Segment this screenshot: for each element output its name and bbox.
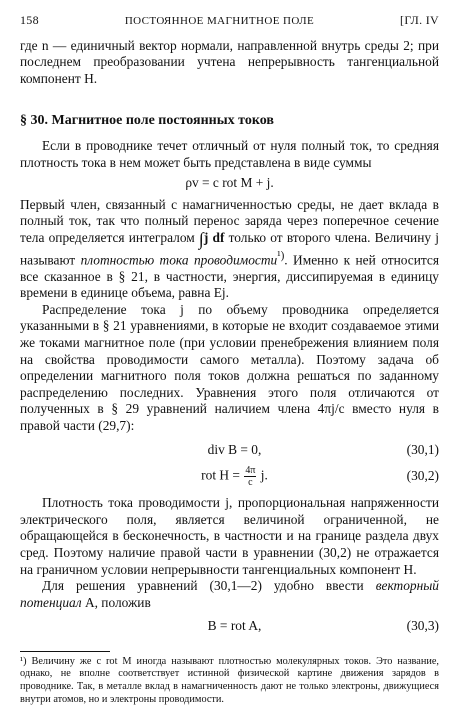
equation-30-1 [20,442,439,459]
integral-symbol: ∫ [198,228,204,249]
equation-current-sum: ρv = c rot M + j. [185,175,274,191]
section-heading: § 30. Магнитное поле постоянных токов [20,113,274,129]
equation-30-3-number: (30,3) [406,618,439,634]
paragraph-5 [20,578,439,611]
equation-30-2-expression [20,465,379,488]
fraction-numerator: 4π [245,465,256,477]
equation-30-3 [20,618,439,635]
equation-30-1-expression: div B = 0, [207,441,262,457]
footnote-mark: ¹) [277,249,285,262]
integral-body: j df [203,229,225,245]
equation-30-2 [20,465,439,488]
equation-30-2-lhs: rot H = [201,467,240,483]
paragraph-2-text-c: . Именно к ней относится все сказанное в § 21, в частности, энергия, диссипируемая в единицу времени в единице объема, равна Ej. [20,252,439,301]
conduction-current-term: плотностью тока проводимости [80,252,278,267]
intro-paragraph: где n — единичный вектор нормали, направленной внутрь среды 2; при последнем преобразовании учтена непрерывность тангенциальной компонент H. [20,37,439,86]
paragraph-2-text-b: только от второго члена. Величину j называют [20,229,439,267]
paragraph-3: Распределение тока j по объему проводника определяется указанными в § 21 уравнениями, в которые не входит создаваемое этими же токами магнитное поле (при условии пренебрежения влиянием поля на свойства проводимости самого металла). Поэтому задача об определении магнитного поля токов должна решаться по заданному распределению последних. Уравнения этого поля отличаются от полученных в § 29 уравнений наличием члена 4πj/c вместо нуля в правой части (29,7): [20,301,439,433]
paragraph-5-text-b: A, положив [84,594,151,610]
vector-potential-term: векторный потенциал [20,578,439,610]
equation-30-3-expression: B = rot A, [207,618,262,634]
paragraph-5-text-a: Для решения уравнений (30,1—2) удобно ввести [42,578,364,594]
footnote: ¹) Величину же c rot M иногда называют плотностью молекулярных токов. Это название, однако, не вполне соответствует истинной физической картине движения зарядов в проводнике. Так, в металле вклад в намагниченность дают не только электроны, движущиеся внутри атомов, но и электроны проводимости. [20,655,439,705]
page-number: 158 [20,13,39,27]
equation-30-1-number: (30,1) [406,441,439,457]
equation-30-2-rhs: j. [260,467,268,483]
chapter-label: [ГЛ. IV [400,13,439,27]
paragraph-2 [20,197,439,302]
paragraph-1: Если в проводнике течет отличный от нуля полный ток, то средняя плотность тока в нем может быть представлена в виде суммы [20,137,439,170]
paragraph-2-text-a: Первый член, связанный с намагниченностью среды, не дает вклада в полный ток, так что полный перенос заряда через поперечное сечение тела определяется интегралом [20,196,439,245]
page-header [20,12,439,30]
paragraph-4: Плотность тока проводимости j, пропорциональная напряженности электрического поля, является величиной ограниченной, не обращающейся в бесконечность, в частности и на границе раздела двух сред. Поэтому наличие правой части в уравнении (30,2) не отражается на граничном условии непрерывности тангенциальных компонент H. [20,495,439,577]
running-title: ПОСТОЯННОЕ МАГНИТНОЕ ПОЛЕ [124,15,315,27]
equation-30-2-fraction [244,465,256,488]
equation-30-2-number: (30,2) [406,468,439,484]
fraction-denominator: c [248,477,253,489]
footnote-divider [20,651,110,652]
